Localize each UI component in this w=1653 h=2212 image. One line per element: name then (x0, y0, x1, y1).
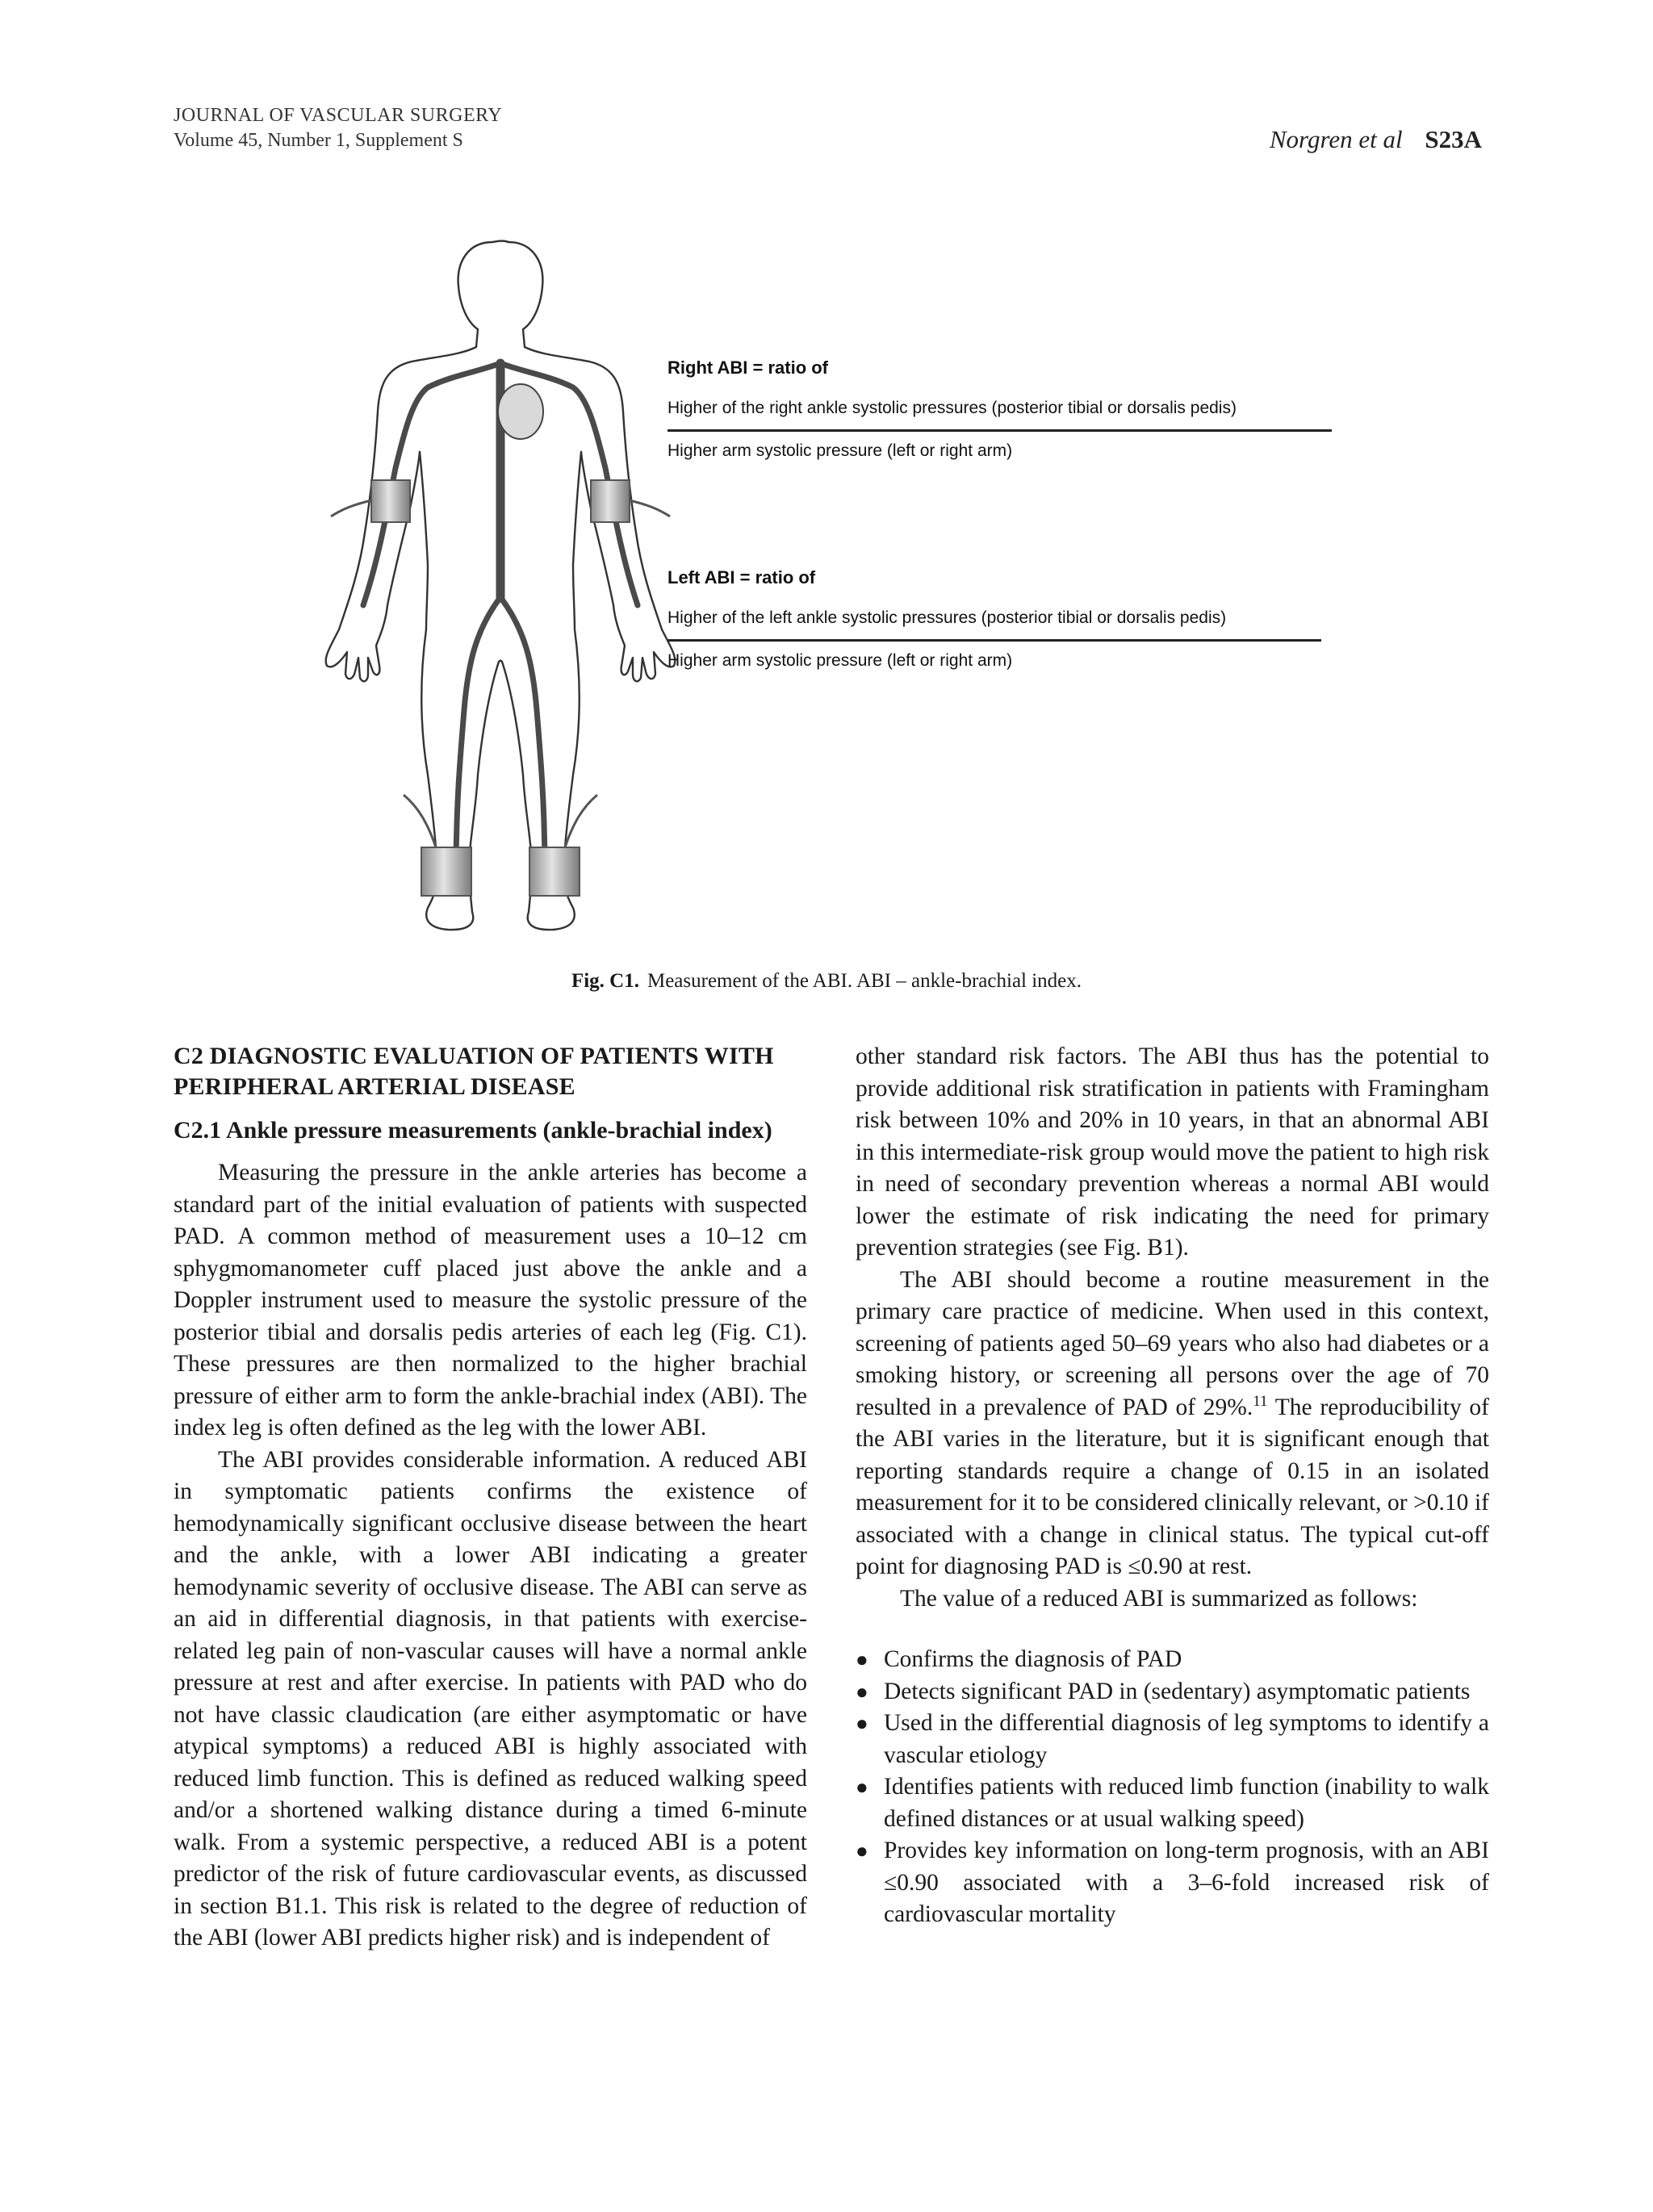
left-arm-cuff (591, 480, 630, 522)
paragraph: The value of a reduced ABI is summarized as follows: (900, 1585, 1418, 1612)
left-ankle-cuff (529, 847, 580, 896)
right-abi-denominator: Higher arm systolic pressure (left or right arm) (667, 441, 1013, 460)
left-abi-denominator: Higher arm systolic pressure (left or right arm) (667, 651, 1013, 670)
right-arm-cuff (371, 480, 410, 522)
paragraph: Measuring the pressure in the ankle arteries has become a standard part of the initial evaluation of patients with suspected PAD. A common method of measurement uses a 10–12 cm sphygmomanometer cuff placed just above the ankle and a Doppler instrument used to measure the systolic pressure of the posterior tibial and dorsalis pedis arteries of each leg (Fig. C1). These pressures are then normalized to the higher brachial pressure of either arm to form the ankle-brachial index (ABI). The index leg is often defined as the leg with the lower ABI. (174, 1160, 807, 1441)
bullet-icon: ● (856, 1839, 868, 1863)
right-abi-title: Right ABI = ratio of (667, 358, 829, 378)
right-abi-fraction-bar (667, 429, 1332, 432)
paragraph-text: The ABI should become a routine measurement in the primary care practice of medicine. When used in this context, screening of patients aged 50–69 years who also had diabetes or a smoking history, or screening all persons over the age of 70 resulted in a prevalence of PAD of 29%. (856, 1266, 1489, 1420)
bullet-icon: ● (856, 1712, 868, 1735)
caption-label: Fig. C1. (571, 970, 639, 992)
left-column (174, 1041, 807, 1955)
paragraph: The ABI provides considerable information. A reduced ABI in symptomatic patients confirms the existence of hemodynamically significant occlusive disease between the heart and the ankle, with a lower ABI indicating a greater hemodynamic severity of occlusive disease. The ABI can serve as an aid in differential diagnosis, in that patients with exercise-related leg pain of non-vascular causes will have a normal ankle pressure at rest and after exercise. In patients with PAD who do not have classic claudication (are either asymptomatic or have atypical symptoms) a reduced ABI is highly associated with reduced limb function. This is defined as reduced walking speed and/or a shortened walking distance during a timed 6-minute walk. From a systemic perspective, a reduced ABI is a potent predictor of the risk of future cardiovascular events, as discussed in section B1.1. This risk is related to the degree of reduction of the ABI (lower ABI predicts higher risk) and is independent of (174, 1446, 807, 1951)
list-item: ● Used in the differential diagnosis of leg symptoms to identify a vascular etiology (856, 1708, 1489, 1771)
body-diagram-illustration (307, 226, 1356, 952)
caption-text: Measurement of the ABI. ABI – ankle-brachial index. (647, 970, 1082, 992)
author-line: Norgren et al (1269, 125, 1403, 153)
right-column (856, 1041, 1489, 1931)
paragraph-text: The reproducibility of the ABI varies in the literature, but it is significant enough that reporting standards require a change of 0.15 in an isolated measurement for it to be considered clinically relevant, or >0.10 if associated with a change in clinical status. The typical cut-off point for diagnosing PAD is ≤0.90 at rest. (856, 1394, 1490, 1579)
right-abi-numerator: Higher of the right ankle systolic pressures (posterior tibial or dorsalis pedis) (667, 399, 1237, 417)
reference-marker: 11 (1253, 1392, 1268, 1410)
subsection-heading: C2.1 Ankle pressure measurements (ankle-brachial index) (174, 1117, 772, 1144)
bullet-icon: ● (856, 1679, 868, 1704)
bullet-list (856, 1644, 1489, 1931)
bullet-icon: ● (856, 1648, 868, 1671)
running-head (174, 103, 502, 153)
list-item: ● Provides key information on long-term prognosis, with an ABI ≤0.90 associated with a 3–6-fold increased risk of cardiovascular mortality (856, 1835, 1489, 1931)
journal-volume: Volume 45, Number 1, Supplement S (174, 130, 463, 151)
section-heading: C2 DIAGNOSTIC EVALUATION OF PATIENTS WITH PERIPHERAL ARTERIAL DISEASE (174, 1043, 774, 1100)
list-item: ● Confirms the diagnosis of PAD (856, 1644, 1489, 1676)
paragraph: other standard risk factors. The ABI thus has the potential to provide additional risk stratification in patients with Framingham risk between 10% and 20% in 10 years, in that an abnormal ABI in this intermediate-risk group would move the patient to high risk in need of secondary prevention whereas a normal ABI would lower the estimate of risk indicating the need for primary prevention strategies (see Fig. B1). (856, 1043, 1489, 1261)
paragraph (856, 1265, 1489, 1583)
running-head-right (1270, 125, 1482, 154)
journal-name: JOURNAL OF VASCULAR SURGERY (174, 105, 503, 126)
right-ankle-cuff (421, 847, 471, 896)
bullet-icon: ● (856, 1775, 868, 1799)
list-item: ● Identifies patients with reduced limb function (inability to walk defined distances or at usual walking speed) (856, 1771, 1489, 1835)
heart-icon (498, 384, 543, 439)
list-item: ● Detects significant PAD in (sedentary) asymptomatic patients (856, 1676, 1489, 1708)
left-abi-title: Left ABI = ratio of (667, 567, 816, 587)
figure-c1 (307, 226, 1356, 952)
figure-caption (0, 970, 1653, 993)
left-abi-fraction-bar (667, 639, 1321, 642)
left-abi-numerator: Higher of the left ankle systolic pressures (posterior tibial or dorsalis pedis) (667, 608, 1227, 627)
page-number: S23A (1425, 125, 1482, 153)
